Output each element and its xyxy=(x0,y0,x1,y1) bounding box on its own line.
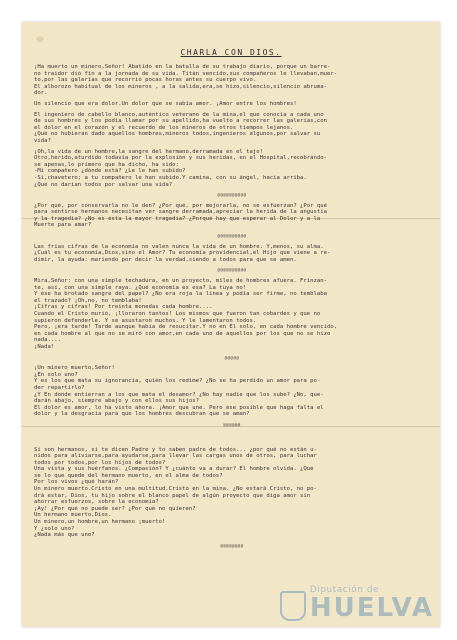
text-line: se lo que quede del hermano muerto, en el alma de todos? xyxy=(34,472,223,479)
text-line: Una vista y sus huérfanos. ¿Compasión? Y ¿cuánto va a durar? El hombre olvida. ¿Qué xyxy=(34,466,314,473)
text-line: ¡Ay! ¿Por qué no puede ser? ¿Por qué no quieren? xyxy=(34,505,196,512)
text-line: Y ése ha brotado sangre del papel? ¿No era roja la línea y podía ser firme, no temblaba xyxy=(34,291,327,298)
text-line: vida? xyxy=(34,137,51,144)
text-line: Un minero,un hombre,un hermano ¡muerto! xyxy=(34,519,166,526)
paragraph xyxy=(34,447,430,539)
text-line: El ingeniero de cabello blanco,auténtico veterano de la mina,el que conocía a cada uno xyxy=(34,111,324,118)
section-separator: @@@@@@@@@@ xyxy=(217,267,247,273)
text-line: Cuando el Cristo murió, ¡lloraron tantos! Los mismos que fueron tan cobardes y que no xyxy=(34,311,321,317)
text-line: el trazado? ¡Oh,no, no temblaba! xyxy=(34,297,142,304)
paragraph xyxy=(34,203,430,229)
text-line: El dolor es amor, lo ha visto ahora. ¡Amor que une. Pero ése posible que haga falta el xyxy=(34,404,324,411)
text-line: der repartirlo? xyxy=(34,384,85,391)
text-line: to,por las galerías que recorrió pocas horas antes su cuerpo vivo. xyxy=(34,77,257,84)
text-line: ¿En solo uno? xyxy=(34,371,78,378)
section-separator: @@@@@ xyxy=(224,354,240,360)
text-line: ¿Qué no hubieran dado aquellos hombres,mineros todos,ingenieros algunos,por salvar su xyxy=(34,131,321,138)
archive-watermark xyxy=(280,586,434,621)
stain xyxy=(36,36,44,42)
text-line: te, así, con una simple raya. ¿Qué economía es esa? La tuya no! xyxy=(34,284,247,291)
text-line: drá estar, Dios, tu hijo sobre el blanco papel de algún proyecto que diga amor sin xyxy=(34,492,311,499)
watermark-line2: HUELVA xyxy=(309,593,434,623)
text-line: Mira,Señor: con una simple techadura, en un proyecto, miles de hombres afuera. Frinzan- xyxy=(34,278,327,285)
text-line: dimir, la ayuda: mariendo por decir la verdad,siendo a todos para que se amen. xyxy=(34,256,297,263)
paragraph xyxy=(34,365,430,418)
text-line: se apenas,lo primero que ha dicho, ha sido: xyxy=(34,161,179,168)
text-line: darán abajo, siempre abajo y con ellos sus hijos? xyxy=(34,398,200,405)
text-line: nidos para aliviarse,para ayudarse,para llevar las cargas unos de otros, para luchar xyxy=(34,453,317,460)
paragraph xyxy=(34,244,430,264)
text-line: ¡Ha muerto un minero,Señor! Abatido en la batalla de su trabajo diario, porque un barre- xyxy=(34,64,331,70)
watermark-text xyxy=(310,586,434,621)
document-page xyxy=(22,22,440,627)
text-line: ¡Nada! xyxy=(34,343,55,350)
text-line: El alborozo habitual de los mineros , a la salida,era,se hizo,silencio,silencio abruma- xyxy=(34,83,327,90)
text-line: Otro,herido,aturdido todavía por la explosión y sus heridas, en el Hospital,recobrándo- xyxy=(34,155,327,162)
text-line: el dolor en el corazón y el recuerdo de los mineros de otros tiempos lejanos. xyxy=(34,124,294,131)
text-line: ¡Un minero muerto,Señor! xyxy=(34,365,115,372)
paragraph xyxy=(34,149,430,189)
document-body xyxy=(34,64,430,553)
text-line: ¡Cifras y cifras! Por treinta monedas cada hombre.... xyxy=(34,304,213,311)
section-separator: @@@@@@@@@@ xyxy=(217,192,247,198)
section-separator: @@@@@@@@@@ xyxy=(217,233,247,239)
text-line: Pero, ¡era tarde! Tarde aunque había de resucitar.Y no en El solo, en cada hombre vencido, xyxy=(34,324,338,331)
text-line: nada.... xyxy=(34,337,61,344)
paragraph xyxy=(34,278,430,351)
text-line: dor. xyxy=(34,90,48,97)
text-line: en cada hombre al que no se miró con amor,en cada uno de aquellos por los que no se hizo xyxy=(34,330,331,337)
text-line: de sus hombres y los podía llamar por su apellido,ha vuelto a recorrer las galerías,con xyxy=(34,118,327,125)
blank-gap xyxy=(34,433,430,447)
text-line: Y ¿solo uno? xyxy=(34,525,75,532)
text-line: no traidor dió fin a la jornada de su vida. Titán vencido,sus compañeros le llevaban,muer- xyxy=(34,70,338,77)
text-line: -Sí,chavetero; a tu compañero le han subido.Y camina, con su ángel, hacia arriba. xyxy=(34,174,307,181)
text-line: Si son hermanos, si te dicen Padre y to saben padre de todos... ¿por qué no están u- xyxy=(34,446,317,453)
text-line: dolor y la desgracia para que los hombres descubran que se aman? xyxy=(34,411,250,418)
text-line: -Mi compañero ¿dónde está? ¿Le le han subido? xyxy=(34,168,186,175)
text-line: ¡Oh,la vida de un hombre,la sangre del hermano,derramada en el tajo! xyxy=(34,148,264,155)
text-line: Muerte para amar? xyxy=(34,222,92,229)
paragraph xyxy=(34,112,430,145)
text-line: Y es los que mata su ignorancia, quién los redime? ¿No se ha perdido un amor para po- xyxy=(34,378,321,385)
text-line: para sentirse hermanos necesitan ver sangre derramada,apreciar la herida de la angustia xyxy=(34,209,327,216)
paragraph xyxy=(34,64,430,97)
text-line: ¿Cuál es tu economía,Dios,sino el Amor? Tu economía providencial,el Hijo que viene a re- xyxy=(34,250,331,257)
text-line: ¿Qué no darían todos por salvar una vida? xyxy=(34,181,173,188)
watermark-line1: Diputación de xyxy=(309,585,380,595)
paragraph xyxy=(34,101,430,108)
text-line: Por los vivos ¿qué harán? xyxy=(34,479,119,486)
text-line: ¿Y En donde entierran a los que mata el desamor? ¿No hay nadie que los sube? ¿No, que- xyxy=(34,391,324,398)
section-separator: @@@@@@@@ xyxy=(220,542,244,548)
text-line: supieron defenderle. Y se asustaron muchos. Y le lamentaron todos. xyxy=(34,317,257,324)
coat-of-arms-icon xyxy=(280,591,306,621)
text-line: ¿Nada más que uno? xyxy=(34,532,95,539)
text-line: y la tragedia? ¿No es ésta la mayor tragedia? ¿Porqué hay que esperar al Dolor y a la xyxy=(34,215,321,222)
text-line: ahorrar esfuerzos, sobre la economía? xyxy=(34,499,159,506)
text-line: Las frías cifras de la economía no valen nunca la vida de un hombre. Y,menos, su alma. xyxy=(34,243,324,250)
text-line: Un minero muerto.Cristo en una multitud.Cristo en la mina. ¿No estará Cristo, no po- xyxy=(34,486,317,493)
text-line: Un hermano muerto,Dios. xyxy=(34,512,112,519)
document-title: CHARLA CON DIOS. xyxy=(180,48,282,57)
text-line: ¿Por qué, por conservarla no le den? ¿Por qué, por mejorarla, no se esfuerzan? ¿Por qué xyxy=(34,202,327,209)
section-separator: @@@@@@ xyxy=(223,421,241,427)
text-line: Un silencio que era dolor.Un dolor que se sabía amor. ¡Amor entre los hombres! xyxy=(34,100,297,107)
text-line: todos por todos,por los hijos de todos? xyxy=(34,459,166,466)
